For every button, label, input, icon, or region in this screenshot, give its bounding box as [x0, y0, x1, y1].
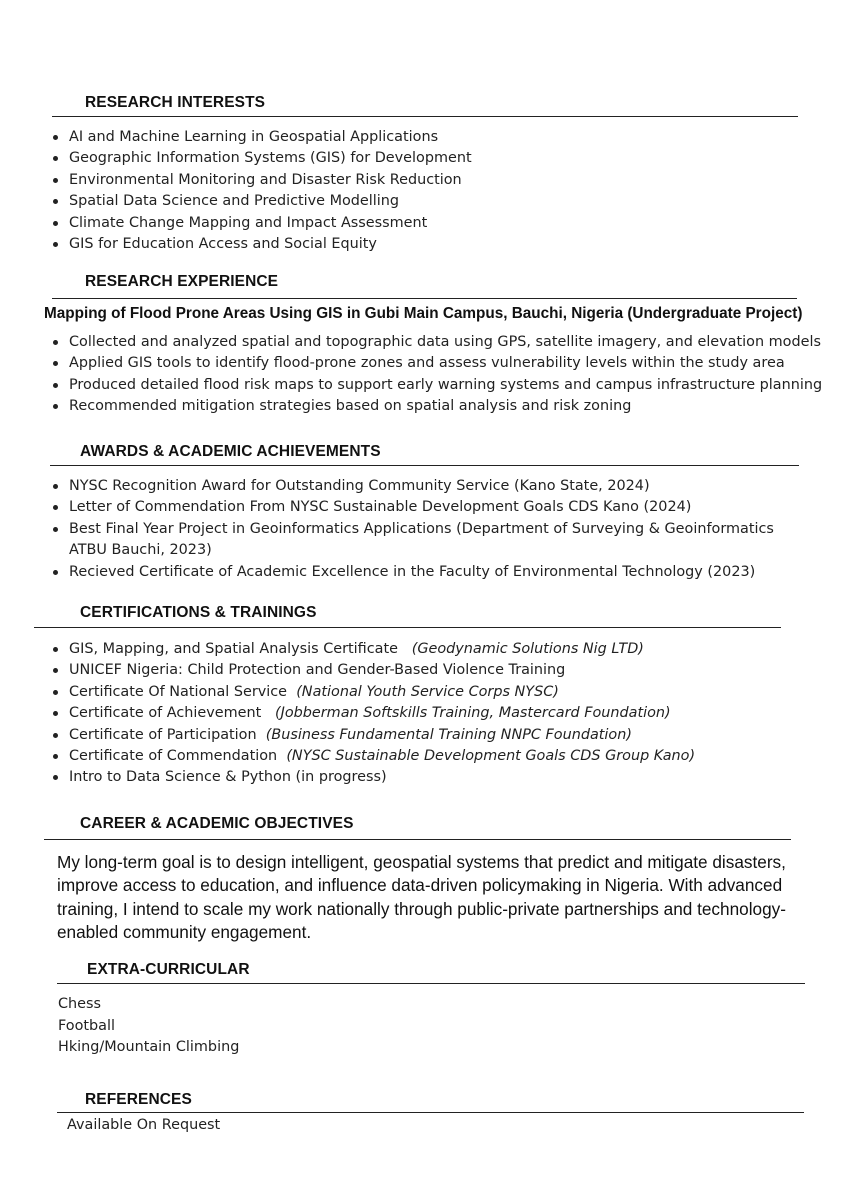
cert-issuer: (Jobberman Softskills Training, Mastercard Foundation): [274, 705, 671, 722]
list-item: NYSC Recognition Award for Outstanding Community Service (Kano State, 2024): [34, 476, 794, 497]
awards-divider: [50, 465, 799, 466]
references-text: Available On Request: [67, 1117, 221, 1133]
extracurricular-heading: EXTRA-CURRICULAR: [87, 961, 250, 978]
cert-name: Intro to Data Science & Python (in progress): [69, 769, 387, 786]
list-item: GIS for Education Access and Social Equity: [34, 234, 472, 255]
list-item: Climate Change Mapping and Impact Assessment: [34, 213, 472, 234]
list-item: Chess: [58, 996, 102, 1012]
list-item: AI and Machine Learning in Geospatial Applications: [34, 127, 472, 148]
research-interests-heading: RESEARCH INTERESTS: [85, 94, 266, 111]
awards-heading: AWARDS & ACADEMIC ACHIEVEMENTS: [80, 443, 381, 460]
cert-name: Certificate of Achievement: [69, 705, 262, 722]
references-divider: [57, 1112, 804, 1113]
project-title: Mapping of Flood Prone Areas Using GIS in Gubi Main Campus, Bauchi, Nigeria (Undergraduate Project): [44, 305, 803, 322]
extracurricular-list: [58, 994, 239, 1059]
list-item: Recieved Certificate of Academic Excellence in the Faculty of Environmental Technology (2023): [34, 562, 794, 583]
certifications-divider: [34, 627, 781, 628]
list-item: [34, 746, 695, 767]
cert-issuer: (National Youth Service Corps NYSC): [296, 683, 559, 700]
cert-name: Certificate Of National Service: [69, 683, 288, 700]
objectives-heading: CAREER & ACADEMIC OBJECTIVES: [80, 815, 354, 832]
list-item: [34, 639, 695, 660]
references-heading: REFERENCES: [85, 1091, 192, 1108]
list-item: Best Final Year Project in Geoinformatics Applications (Department of Surveying & Geoinformatics ATBU Bauchi, 2023): [34, 519, 794, 562]
certifications-heading: CERTIFICATIONS & TRAININGS: [80, 604, 317, 621]
research-interests-list: [34, 127, 472, 255]
list-item: [34, 703, 695, 724]
objectives-text: My long-term goal is to design intelligent, geospatial systems that predict and mitigate disasters, improve access to education, and influence data-driven policymaking in Nigeria. With advanced training, I intend to scale my work nationally through public-private partnerships and technology-enabled community engagement.: [57, 852, 786, 943]
research-experience-divider: [52, 298, 797, 299]
list-item: [34, 725, 695, 746]
list-item: Geographic Information Systems (GIS) for Development: [34, 148, 472, 169]
list-item: [34, 682, 695, 703]
cert-name: UNICEF Nigeria: Child Protection and Gender-Based Violence Training: [69, 662, 566, 679]
objectives-divider: [44, 839, 791, 840]
list-item: Spatial Data Science and Predictive Modelling: [34, 191, 472, 212]
cert-issuer: (Geodynamic Solutions Nig LTD): [411, 641, 644, 657]
research-experience-heading: RESEARCH EXPERIENCE: [85, 273, 279, 290]
list-item: [34, 660, 695, 681]
research-experience-list: [34, 332, 822, 418]
cert-issuer: (Business Fundamental Training NNPC Foundation): [265, 726, 632, 743]
list-item: Applied GIS tools to identify flood-prone zones and assess vulnerability levels within the study area: [34, 353, 822, 374]
list-item: Letter of Commendation From NYSC Sustainable Development Goals CDS Kano (2024): [34, 497, 794, 518]
list-item: Environmental Monitoring and Disaster Risk Reduction: [34, 170, 472, 191]
list-item: Collected and analyzed spatial and topographic data using GPS, satellite imagery, and elevation models: [34, 332, 822, 353]
list-item: Football: [58, 1017, 115, 1034]
extracurricular-divider: [57, 983, 805, 984]
awards-list: [34, 476, 794, 583]
list-item: [34, 767, 695, 788]
cert-issuer: (NYSC Sustainable Development Goals CDS Group Kano): [286, 748, 696, 765]
list-item: Hking/Mountain Climbing: [58, 1039, 240, 1055]
list-item: Produced detailed flood risk maps to support early warning systems and campus infrastructure planning: [34, 375, 822, 396]
certifications-list: [34, 639, 695, 789]
cert-name: Certificate of Commendation: [69, 748, 278, 765]
list-item: Recommended mitigation strategies based on spatial analysis and risk zoning: [34, 396, 822, 417]
research-interests-divider: [52, 116, 798, 117]
cert-name: Certificate of Participation: [69, 726, 257, 743]
cert-name: GIS, Mapping, and Spatial Analysis Certificate: [69, 641, 398, 657]
